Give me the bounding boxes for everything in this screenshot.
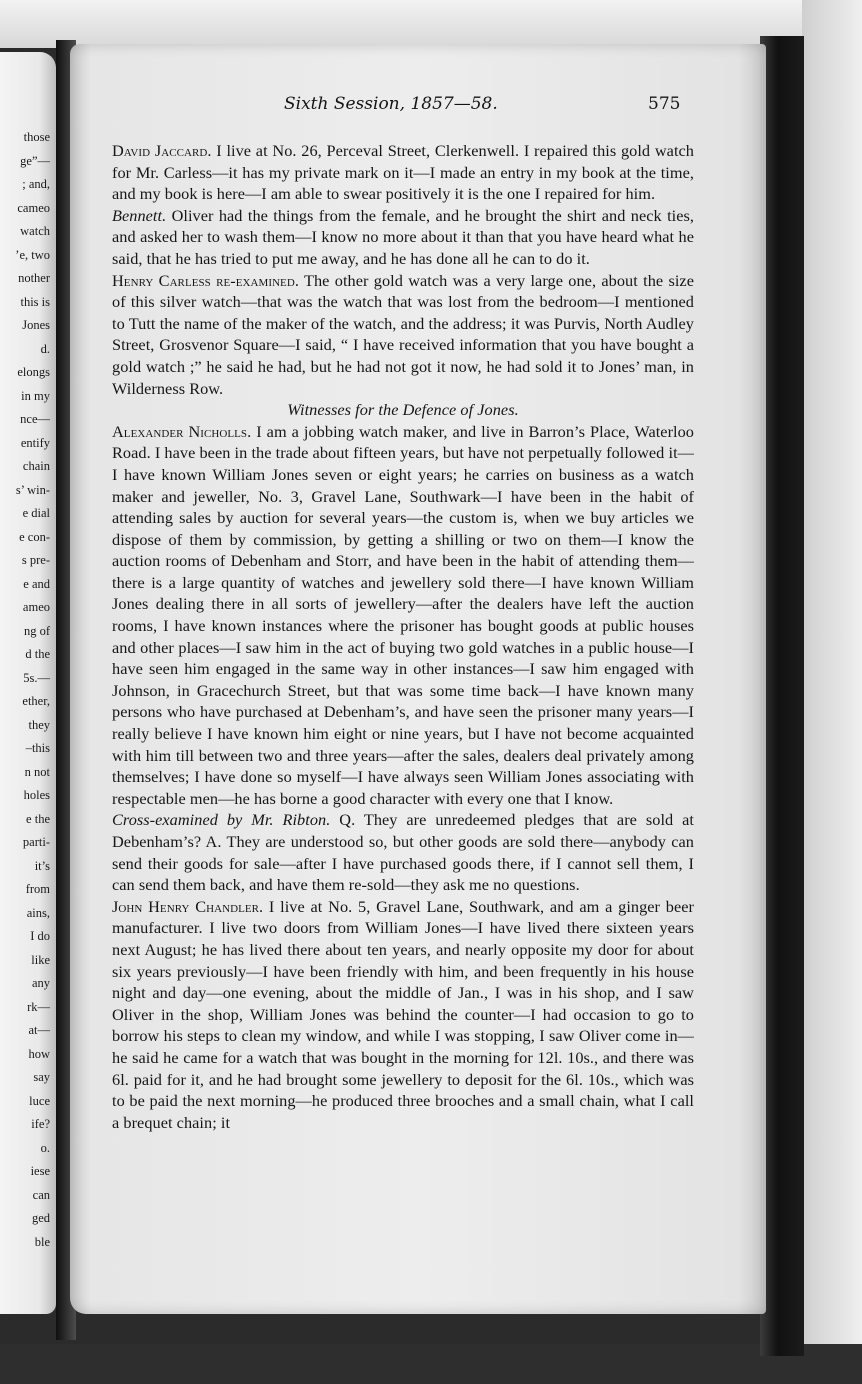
running-title: Sixth Session, 1857—58. [284, 94, 498, 114]
previous-page-text-fragment: watch [20, 224, 50, 238]
previous-page-text-fragment: ether, [22, 694, 50, 708]
paragraph [112, 809, 694, 895]
previous-page-text-fragment: rk— [27, 999, 50, 1014]
scan-top-margin [0, 0, 862, 48]
previous-page-text-fragment: nce— [20, 412, 50, 426]
paragraph-text: Witnesses for the Defence of Jones. [287, 400, 519, 420]
previous-page-text-fragment: I do [30, 929, 50, 943]
speaker-name: David Jaccard. [112, 141, 212, 160]
previous-page-text-fragment: can [32, 1187, 50, 1202]
running-header [70, 94, 690, 116]
scan-right-margin [802, 0, 862, 1384]
previous-page-text-fragment: cameo [17, 200, 50, 215]
previous-page-text-fragment: in my [21, 388, 50, 403]
previous-page-text-fragment: holes [23, 788, 50, 802]
previous-page-text-fragment: from [25, 882, 50, 896]
previous-page-text-fragment: n not [24, 764, 50, 779]
section-heading [112, 399, 694, 421]
previous-page-text-fragment: ; and, [22, 177, 50, 191]
previous-page-text-fragment: s’ win- [15, 482, 50, 497]
previous-page-text-fragment: entify [20, 435, 50, 450]
previous-page-text-fragment: say [33, 1070, 50, 1084]
previous-page-edge [0, 52, 56, 1314]
paragraph [112, 421, 694, 810]
previous-page-text-fragment: 5s.— [23, 670, 50, 685]
book-edge-shadow [760, 36, 804, 1356]
previous-page-text-fragment: iese [30, 1164, 50, 1178]
paragraph [112, 140, 694, 205]
previous-page-text-fragment: e dial [22, 506, 50, 520]
previous-page-text-fragment: luce [29, 1093, 50, 1108]
speaker-name: Bennett. [112, 205, 167, 225]
previous-page-text-fragment: e and [23, 576, 50, 591]
speaker-name: Henry Carless re-examined. [112, 270, 299, 290]
previous-page-text-fragment: this is [20, 294, 50, 309]
previous-page-text-fragment: any [31, 976, 50, 990]
paragraph-text: I live at No. 26, Perceval Street, Clerkenwell. I repaired this gold watch for Mr. Carless—it has my private mark on it—I made an entry in my book at the time, and my book is here—I am able to swear positively it is the one I repaired for him. [112, 141, 694, 204]
previous-page-text-fragment: ged [31, 1211, 50, 1225]
previous-page-text-fragment: they [28, 717, 50, 732]
previous-page-text-fragment: d the [25, 647, 50, 661]
paragraph [112, 205, 694, 270]
previous-page-text-fragment: e the [26, 811, 50, 826]
paragraph [112, 896, 694, 1134]
speaker-name: John Henry Chandler. [112, 896, 264, 916]
paragraph-text: I live at No. 5, Gravel Lane, Southwark, and am a ginger beer manufacturer. I live two doors from William Jones—I have lived there sixteen years next August; he has lived there about ten years, and nearly opposite my door for about six years previously—I have been friendly with him, and been frequently in his house night and day—one evening, about the middle of Jan., I was in his shop, and I saw Oliver in the shop, William Jones was behind the counter—I had occasion to go to borrow his steps to clean my window, and while I was stopping, I saw Oliver come in—he said he came for a watch that was bought in the morning for 12l. 10s., and there was 6l. paid for it, and he had brought some jewellery to deposit for the 6l. 10s., which was to be paid the next morning—he produced three brooches and a small chain, what I call a brequet chain; it [112, 896, 694, 1132]
book-page [70, 44, 766, 1314]
paragraph-text: The other gold watch was a very large one, about the size of this silver watch—that was the watch that was lost from the bedroom—I mentioned to Tutt the name of the maker of the watch, and the address; it was Purvis, North Audley Street, Grosvenor Square—I said, “ I have received information that you have bought a gold watch ;” he said he had, but he had not got it now, he had sold it to Jones’ man, in Wilderness Row. [112, 270, 694, 398]
previous-page-text-fragment: like [31, 952, 50, 967]
previous-page-text-fragment: ng of [23, 623, 50, 638]
previous-page-text-fragment: ains, [26, 905, 50, 920]
scan-bottom-margin [0, 1344, 862, 1384]
paragraph-text: Q. They are unredeemed pledges that are sold at Debenham’s? A. They are understood so, but other goods are sold there—anybody can send their goods for sale—after I have purchased goods there, if I cannot sell them, I can send them back, and have them re-sold—they ask me no questions. [112, 810, 694, 895]
previous-page-text-fragment: ble [34, 1234, 50, 1249]
previous-page-text-fragment: it’s [34, 858, 50, 873]
paragraph-text: Oliver had the things from the female, and he brought the shirt and neck ties, and asked her to wash them—I know no more about it than that you have heard what he said, that he has tried to put me away, and he has done all he can to do it. [112, 205, 694, 268]
previous-page-text-fragment: –this [25, 741, 50, 755]
previous-page-text-fragment: elongs [17, 365, 50, 379]
previous-page-text-fragment: d. [40, 341, 50, 356]
previous-page-text-fragment: ameo [22, 600, 50, 614]
previous-page-text-fragment: how [28, 1046, 50, 1061]
previous-page-text-fragment: Jones [22, 318, 50, 332]
previous-page-text-fragment: those [23, 130, 50, 144]
speaker-name: Cross-examined by Mr. Ribton. [112, 810, 331, 830]
previous-page-text-fragment: s pre- [21, 553, 50, 567]
previous-page-text-fragment: chain [22, 459, 50, 473]
paragraph-text: I am a jobbing watch maker, and live in Barron’s Place, Waterloo Road. I have been in the trade about fifteen years, but have not perpetually followed it—I have known William Jones seven or eight years; he carries on business as a watch maker and jeweller, No. 3, Gravel Lane, Southwark—I have been in the habit of attending sales by auction for several years—the custom is, when we buy articles we dispose of them by commission, by getting a shilling or two on them—I know the auction rooms of Debenham and Storr, and have been in the habit of attending them—there is a large quantity of watches and jewellery sold there—I have known William Jones dealing there in all sorts of jewellery—after the dealers have left the auction rooms, I have known instances where the prisoner has bought goods at public houses and other places—I saw him in the act of buying two gold watches in a public house—I have seen him engaged in the same way in other instances—I saw him engaged with Johnson, in Gracechurch Street, but that was some time back—I have known many persons who have purchased at Debenham’s, and have seen the prisoner many years—I really believe I have known him eight or nine years, but I have not become acquainted with him till between two and three years—after the sales, dealers deal privately among themselves; I have done so myself—I have always seen William Jones associating with respectable men—he has borne a good character with every one that I know. [112, 421, 694, 808]
previous-page-text-fragment: e con- [19, 529, 50, 544]
page-body-text [112, 140, 694, 1133]
previous-page-text-fragment: nother [18, 271, 50, 285]
speaker-name: Alexander Nicholls. [112, 421, 252, 441]
previous-page-text-fragment: o. [40, 1140, 50, 1155]
previous-page-text-fragment: ge”— [20, 153, 50, 168]
previous-page-text-fragment: at— [28, 1023, 50, 1037]
previous-page-text-fragment: ife? [31, 1117, 50, 1131]
page-number: 575 [648, 94, 681, 114]
paragraph [112, 270, 694, 400]
previous-page-text-fragment: parti- [22, 835, 50, 849]
previous-page-text-fragment: ’e, two [15, 247, 50, 262]
